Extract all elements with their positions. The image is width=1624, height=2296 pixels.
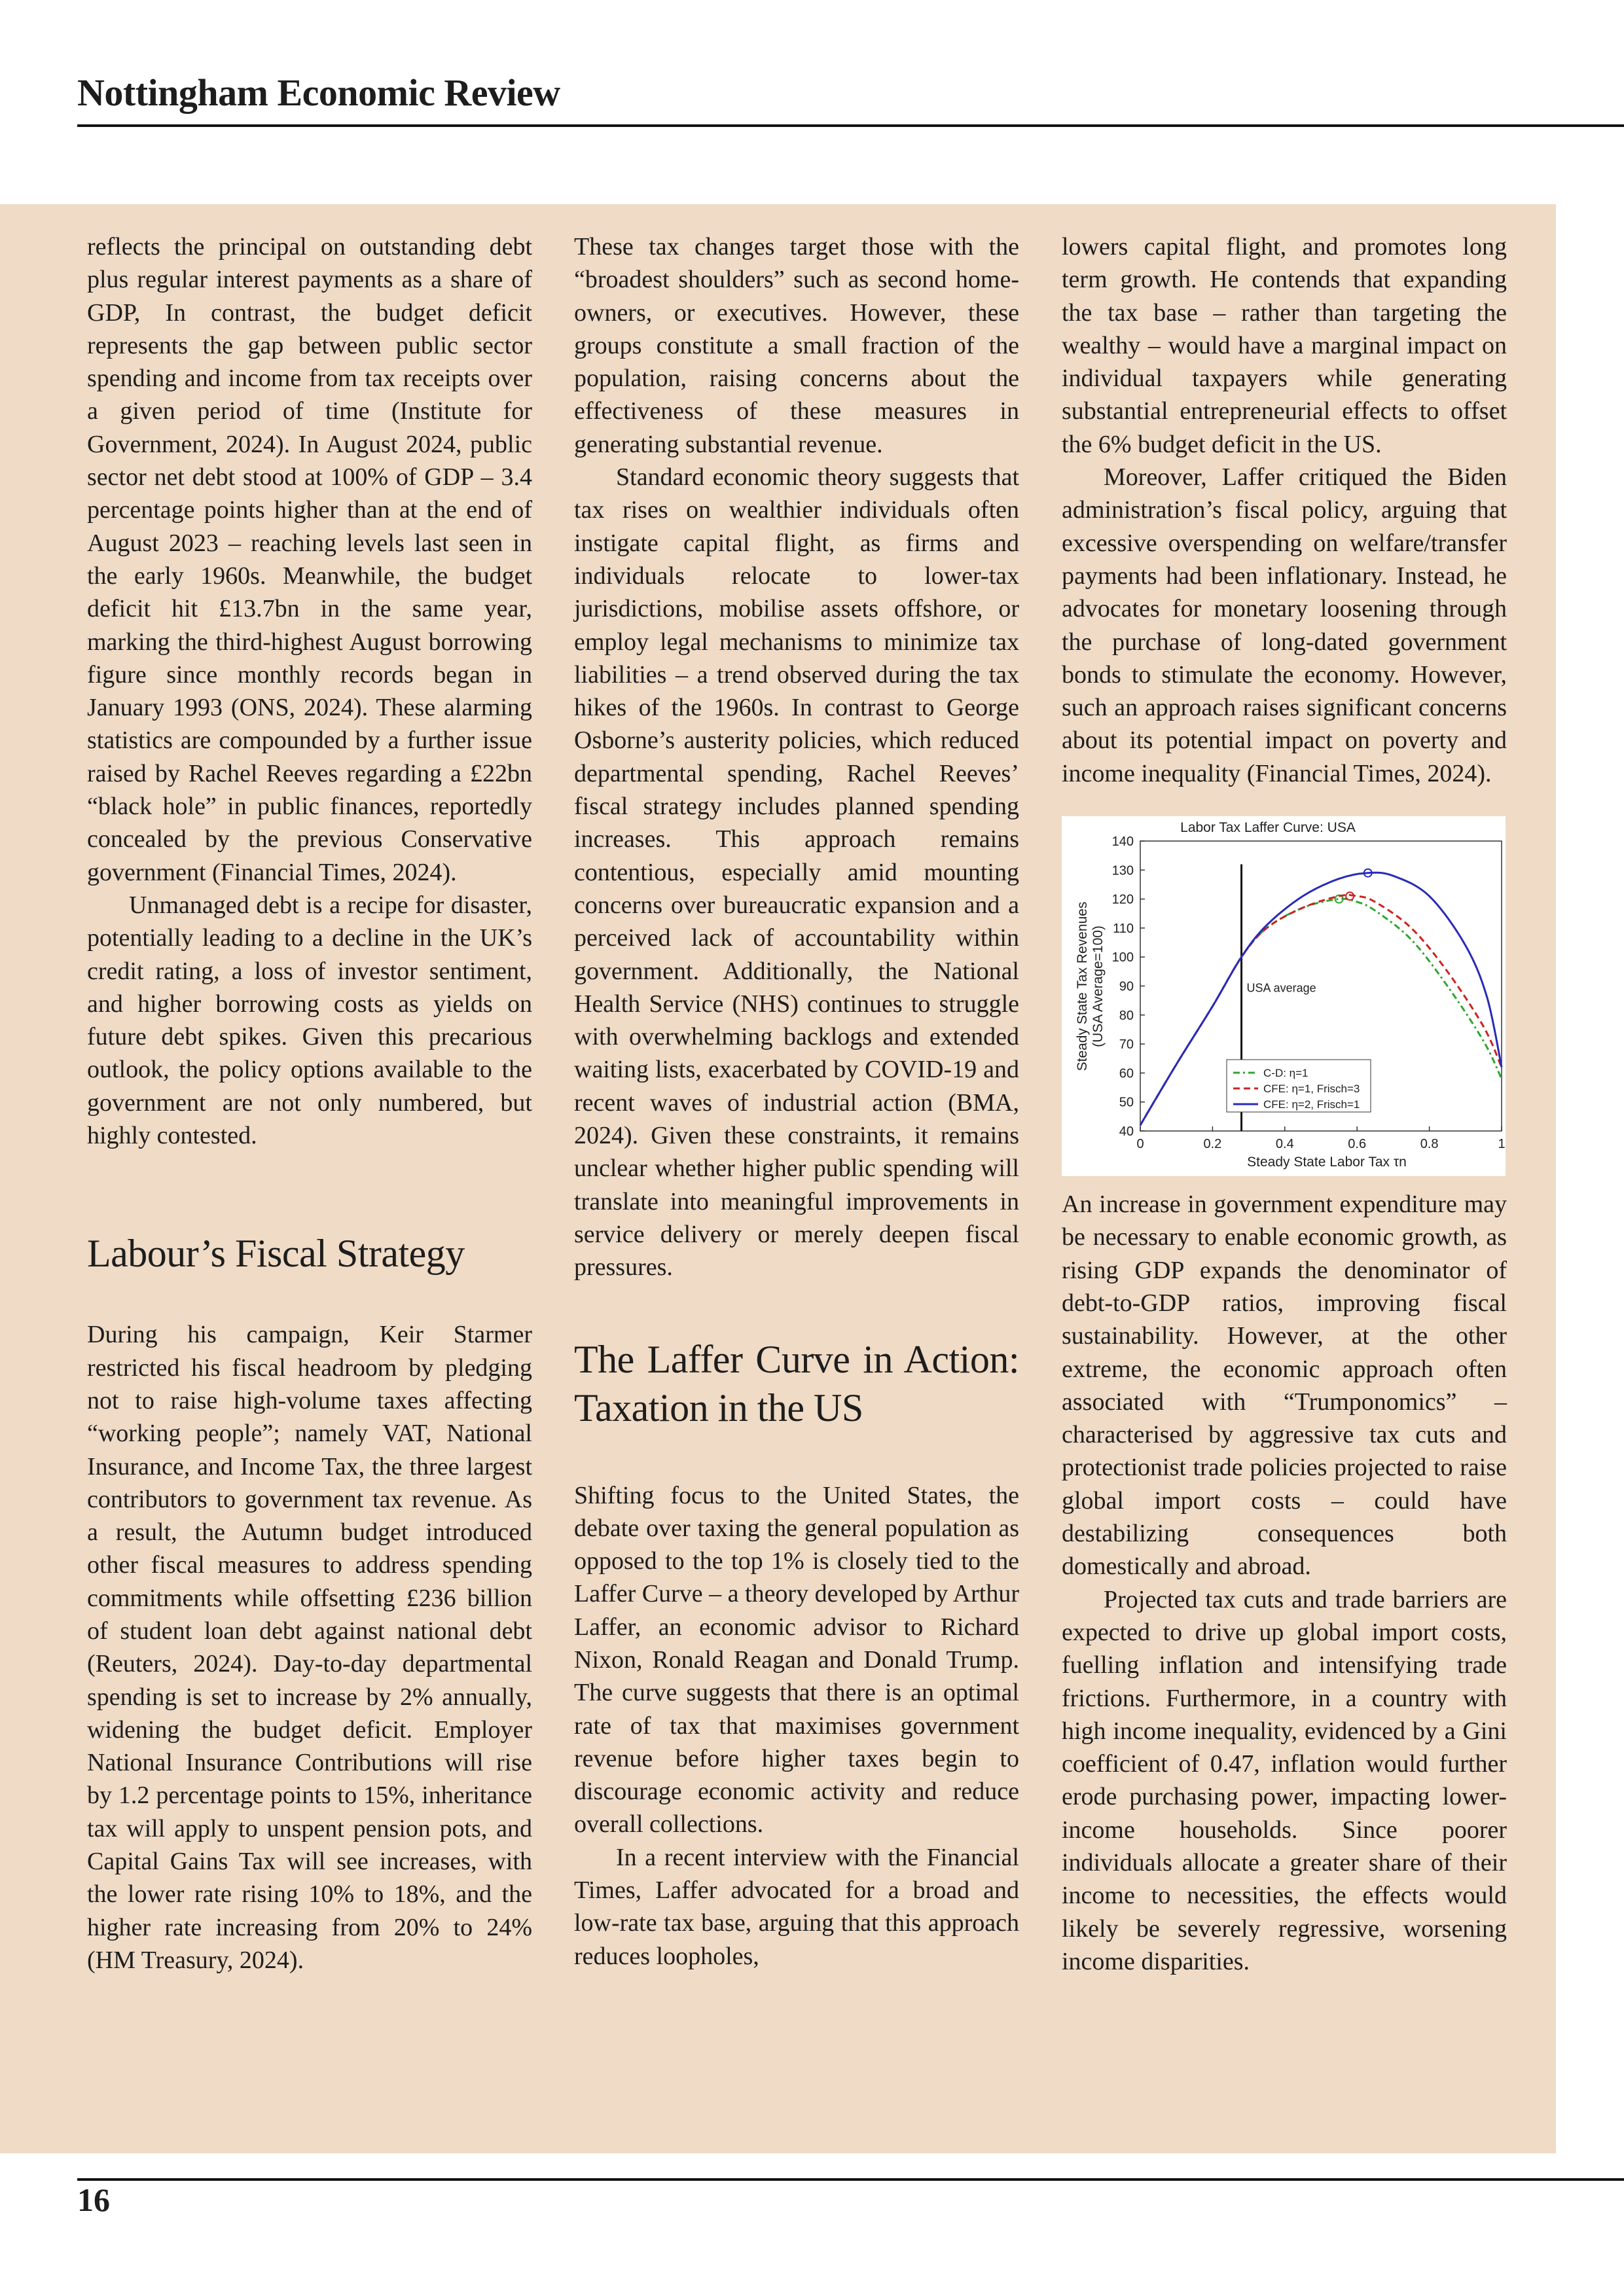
- laffer-curve-figure: [1062, 816, 1506, 1176]
- col3-paragraph-3: An increase in government expenditure may be necessary to enable economic growth, as rising GDP expands the denominator of debt-to-GDP ratios, improving fiscal sustainability. However, at the other extreme, the economic approach often associated with “Trumponomics” – characterised by aggressive tax cuts and protectionist trade policies projected to raise global import costs – could have destabilizing consequences both domestically and abroad.: [1062, 1191, 1507, 1581]
- x-axis-label: Steady State Labor Tax τn: [1247, 1155, 1407, 1170]
- section-heading-labour: Labour’s Fiscal Strategy: [87, 1232, 465, 1276]
- laffer-curve-chart: [1062, 816, 1506, 1176]
- x-tick-label: 0.2: [1203, 1137, 1222, 1152]
- y-tick-label: 140: [1111, 834, 1134, 850]
- y-tick-label: 120: [1111, 892, 1134, 907]
- column-1: [87, 230, 532, 1977]
- col2-paragraph-1: These tax changes target those with the “broadest shoulders” such as second home-owners, or executives. However, these groups constitute a small fraction of the population, raising concerns about the effectiveness of these measures in generating substantial revenue.: [574, 233, 1019, 458]
- x-tick-label: 1: [1498, 1137, 1506, 1152]
- x-tick-label: 0: [1136, 1137, 1144, 1152]
- col2-paragraph-3: Shifting focus to the United States, the debate over taxing the general population as opposed to the top 1% is closely tied to the Laffer Curve – a theory developed by Arthur Laffer, an economic advisor to Richard Nixon, Ronald Reagan and Donald Trump. The curve suggests that there is an optimal rate of tax that maximises government revenue before higher taxes begin to discourage economic activity and reduce overall collections.: [574, 1481, 1019, 1839]
- x-tick-label: 0.4: [1275, 1137, 1294, 1152]
- col3-paragraph-2: Moreover, Laffer critiqued the Biden administration’s fiscal policy, arguing that excessive overspending on welfare/transfer payments had been inflationary. Instead, he advocates for monetary loosening through the purchase of long-dated government bonds to stimulate the economy. However, such an approach raises significant concerns about its potential impact on poverty and income inequality (Financial Times, 2024).: [1062, 463, 1507, 787]
- legend-entry: CFE: η=2, Frisch=1: [1263, 1098, 1360, 1111]
- y-tick-label: 40: [1119, 1124, 1134, 1139]
- page-number: 16: [77, 2181, 110, 2218]
- y-tick-label: 110: [1113, 921, 1134, 936]
- col1-paragraph-3: During his campaign, Keir Starmer restricted his fiscal headroom by pledging not to raise high-volume taxes affecting “working people”; namely VAT, National Insurance, and Income Tax, the three largest contributors to government tax revenue. As a result, the Autumn budget introduced other fiscal measures to address spending commitments while offsetting £236 billion of student loan debt against national debt (Reuters, 2024). Day-to-day departmental spending is set to increase by 2% annually, widening the budget deficit. Employer National Insurance Contributions will rise by 1.2 percentage points to 15%, inheritance tax will apply to unspent pension pots, and Capital Gains Tax will see increases, with the lower rate rising 10% to 18%, and the higher rate increasing from 20% to 24% (HM Treasury, 2024).: [87, 1321, 532, 1974]
- col3-paragraph-4: Projected tax cuts and trade barriers are expected to drive up global import costs, fuelling inflation and intensifying trade frictions. Furthermore, in a country with high income inequality, evidenced by a Gini coefficient of 0.47, inflation would further erode purchasing power, impacting lower-income households. Since poorer individuals allocate a greater share of their income to necessities, the effects would likely be severely regressive, worsening income disparities.: [1062, 1585, 1507, 1975]
- chart-title: Labor Tax Laffer Curve: USA: [1180, 820, 1356, 836]
- footer-rule: [77, 2178, 1624, 2181]
- y-tick-label: 90: [1119, 979, 1134, 994]
- col1-paragraph-2: Unmanaged debt is a recipe for disaster, potentially leading to a decline in the UK’s credit rating, a loss of investor sentiment, and higher borrowing costs as yields on future debt spikes. Given this precarious outlook, the policy options available to the government are not only numbered, but highly contested.: [87, 891, 532, 1150]
- legend-entry: C-D: η=1: [1263, 1067, 1308, 1080]
- col1-paragraph-1: reflects the principal on outstanding debt plus regular interest payments as a share of GDP, In contrast, the budget deficit represents the gap between public sector spending and income from tax receipts over a given period of time (Institute for Government, 2024). In August 2024, public sector net debt stood at 100% of GDP – 3.4 percentage points higher than at the end of August 2023 – reaching levels last seen in the early 1960s. Meanwhile, the budget deficit hit £13.7bn in the same year, marking the third-highest August borrowing figure since monthly records began in January 1993 (ONS, 2024). These alarming statistics are compounded by a further issue raised by Rachel Reeves regarding a £22bn “black hole” in public finances, reportedly concealed by the previous Conservative government (Financial Times, 2024).: [87, 233, 532, 886]
- usa-average-label: USA average: [1246, 981, 1316, 995]
- y-tick-label: 80: [1119, 1008, 1134, 1023]
- col3-paragraph-1: lowers capital flight, and promotes long term growth. He contends that expanding the tax base – rather than targeting the wealthy – would have a marginal impact on individual taxpayers while generating substantial entrepreneurial effects to offset the 6% budget deficit in the US.: [1062, 233, 1507, 458]
- y-axis-label-line2: (USA Average=100): [1091, 925, 1106, 1047]
- legend-entry: CFE: η=1, Frisch=3: [1263, 1083, 1360, 1096]
- journal-title: Nottingham Economic Review: [77, 71, 560, 114]
- y-tick-label: 70: [1119, 1037, 1134, 1052]
- y-tick-label: 130: [1111, 863, 1134, 878]
- y-tick-label: 50: [1119, 1095, 1134, 1110]
- x-tick-label: 0.6: [1348, 1137, 1367, 1152]
- y-axis-label-line1: Steady State Tax Revenues: [1075, 901, 1090, 1071]
- chart-legend: [1227, 1060, 1371, 1112]
- y-tick-label: 100: [1111, 950, 1134, 965]
- column-3: [1062, 230, 1507, 1978]
- header-rule: [77, 124, 1624, 127]
- section-heading-laffer: The Laffer Curve in Action: Taxation in the US: [574, 1337, 1019, 1429]
- column-2: [574, 230, 1019, 1973]
- x-tick-label: 0.8: [1420, 1137, 1439, 1152]
- col2-paragraph-2: Standard economic theory suggests that tax rises on wealthier individuals often instigate capital flight, as firms and individuals relocate to lower-tax jurisdictions, mobilise assets offshore, or employ legal mechanisms to minimize tax liabilities – a trend observed during the tax hikes of the 1960s. In contrast to George Osborne’s austerity policies, which reduced departmental spending, Rachel Reeves’ fiscal strategy includes planned spending increases. This approach remains contentious, especially amid mounting concerns over bureaucratic expansion and a perceived lack of accountability within government. Additionally, the National Health Service (NHS) continues to struggle with overwhelming backlogs and extended waiting lists, exacerbated by COVID-19 and recent waves of industrial action (BMA, 2024). Given these constraints, it remains unclear whether higher public spending will translate into meaningful improvements in service delivery or merely deepen fiscal pressures.: [574, 463, 1019, 1282]
- y-tick-label: 60: [1119, 1066, 1134, 1081]
- col2-paragraph-4: In a recent interview with the Financial Times, Laffer advocated for a broad and low-rate tax base, arguing that this approach reduces loopholes,: [574, 1843, 1019, 1970]
